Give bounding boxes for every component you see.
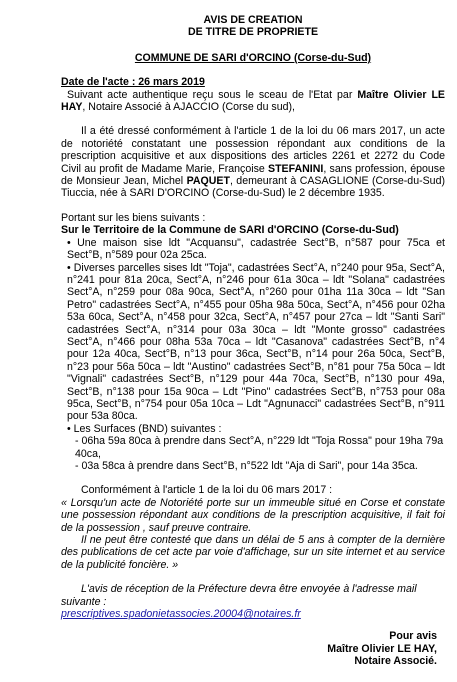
notary-name: Maître Olivier LE HAY [61,88,445,114]
signature-block [61,630,445,667]
notice-text: L'avis de réception de la Préfecture devra être envoyée à l'adresse mail suivante : [61,583,417,608]
property-intro: Portant sur les biens suivants : [61,211,206,224]
notice-section [61,583,445,620]
act-intro [61,89,445,114]
parcels-item: • Diverses parcelles sises ldt "Toja", cadastrées Sect°A, n°240 pour 95a, Sect°A, n°241 pour 81a 20ca, Sect°A, n°246 pour 61a 30ca – ldt "Solana" cadastrées Sect°A, n°259 pour 08a 90ca, Sect°A, n°260 pour 01ha 11a 30ca – ldt "San Petro" cadastrées Sect°A, n°455 pour 05ha 98a 50ca, Sect°A, n°456 pour 02ha 53a 60ca, Sect°A, n°458 pour 32ca, Sect°A, n°457 pour 27ca – ldt "Santi Sari" cadastrées Sect°A, n°314 pour 03a 30ca – ldt "Monte grosso" cadastrées Sect°A, n°466 pour 08ha 53a 70ca – ldt "Casanova" cadastrées Sect°B, n°4 pour 12a 40ca, Sect°B, n°13 pour 36ca, Sect°B, n°14 pour 26a 50ca, Sect°B, n°23 pour 56a 50ca – ldt "Austino" cadastrées Sect°B, n°81 pour 75a 50ca – ldt "Vignali" cadastrées Sect°B, n°129 pour 44a 70ca, Sect°B, n°130 pour 49a, Sect°B, n°138 pour 15a 90ca – Ldt "Pino" cadastrées Sect°B, n°753 pour 08a 95ca, Sect°B, n°754 pour 05a 10ca – Ldt "Agnunacci" cadastrées Sect°B, n°911 pour 53a 80ca. [67,261,445,423]
house-item: • Une maison sise ldt "Acquansu", cadastrée Sect°B, n°587 pour 75ca et Sect°B, n°589 pour 02a 25ca. [67,236,445,262]
title-line-2: DE TITRE DE PROPRIETE [187,26,319,39]
surface-item-2: - 03a 58ca à prendre dans Sect°B, n°522 ldt "Aja di Sari", pour 14a 35ca. [75,460,418,472]
signature-line-1: Pour avis [389,630,437,643]
intro-post: , Notaire Associé à AJACCIO (Corse du sud), [82,101,295,114]
notoriety-paragraph [61,125,445,199]
signature-line-3: Notaire Associé. [354,655,437,668]
territory-heading: Sur le Territoire de la Commune de SARI d'ORCINO (Corse-du-Sud) [61,224,399,237]
date-section [61,76,445,113]
para1-post: , demeurant à CASAGLIONE (Corse-du-Sud) Tiuccia, née à SARI D'ORCINO (Corse-du-Sud) le 2 décembre 1935. [61,175,445,200]
para1-pre: Il a été dressé conformément à l'article 1 de la loi du 06 mars 2017, un acte de notoriété constatant une possession répondant aux conditions de la prescription acquisitive et aux dispositions des articles 2261 et 2272 du Code Civil au profit de Madame Marie, Françoise [61,125,445,175]
owner-surname: STEFANINI [268,162,324,175]
legal-section [61,484,445,571]
act-date: Date de l'acte : 26 mars 2019 [61,76,205,89]
spouse-surname: PAQUET [186,175,230,188]
surface-item-1: - 06ha 59a 80ca à prendre dans Sect°A, n°229 ldt "Toja Rossa" pour 19ha 79a 40ca, [75,435,444,460]
property-section [61,212,445,473]
legal-quote-1: « Lorsqu'un acte de Notoriété porte sur un immeuble situé en Corse et constate une possession répondant aux conditions de la prescription acquisitive, il fait foi de la possession , sauf preuve contraire. [61,496,445,534]
title-line-1: AVIS DE CREATION [203,14,303,26]
legal-quote-2: Il ne peut être contesté que dans un délai de 5 ans à compter de la dernière des publications de cet acte par voie d'affichage, sur un site internet et au service de la publicité foncière. » [61,534,445,571]
commune-heading: COMMUNE DE SARI d'ORCINO (Corse-du-Sud) [134,51,372,64]
notice-email-link[interactable]: prescriptives.spadonietassocies.20004@notaires.fr [61,608,301,621]
surfaces-intro: • Les Surfaces (BND) suivantes : [67,422,222,435]
intro-pre: Suivant acte authentique reçu sous le sceau de l'Etat par [67,88,358,101]
signature-line-2: Maître Olivier LE HAY, [327,642,437,655]
para1-mid: , sans profession, épouse de Monsieur Jean, Michel [61,162,445,188]
legal-intro: Conformément à l'article 1 de la loi du 06 mars 2017 : [81,484,333,497]
